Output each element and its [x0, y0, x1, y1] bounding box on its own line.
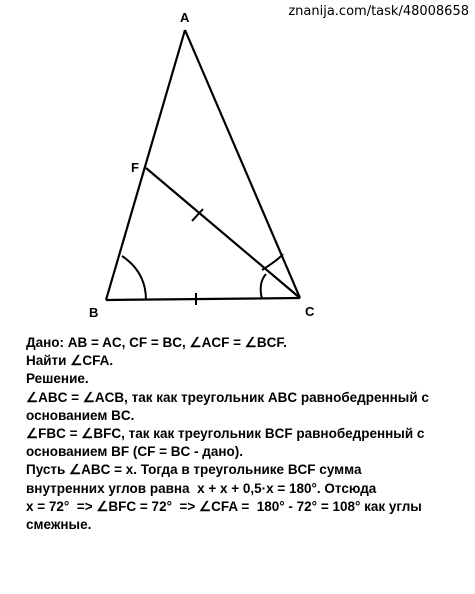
- label-c: C: [305, 304, 315, 319]
- side-bc: [106, 298, 300, 300]
- angle-arc-c-inner: [261, 274, 266, 299]
- solution-line: x = 72° => ∠BFC = 72° => ∠CFA = 180° - 72° = 108° как углы: [26, 498, 422, 514]
- solution-line: внутренних углов равна x + x + 0,5·x = 180°. Отсюда: [26, 480, 377, 496]
- segment-cf: [146, 168, 300, 298]
- solution-line: ∠FBC = ∠BFC, так как треугольник BCF равнобедренный с: [26, 426, 425, 442]
- angle-arc-c-outer: [262, 254, 283, 270]
- solution-text: [26, 334, 471, 534]
- side-ab: [106, 30, 185, 300]
- solution-line: смежные.: [26, 517, 92, 533]
- solution-line: основанием BF (CF = BC - дано).: [26, 444, 243, 460]
- solution-line-heading: Решение.: [26, 371, 89, 387]
- solution-line-find: Найти ∠CFA.: [26, 353, 114, 369]
- label-f: F: [131, 160, 139, 175]
- solution-line: ∠ABC = ∠ACB, так как треугольник ABC равнобедренный с: [26, 389, 429, 405]
- source-watermark: znanija.com/task/48008658: [288, 4, 469, 19]
- label-a: A: [180, 10, 190, 25]
- solution-line-given: Дано: AB = AC, CF = BC, ∠ACF = ∠BCF.: [26, 335, 287, 350]
- label-b: B: [89, 305, 99, 320]
- solution-line: Пусть ∠ABC = x. Тогда в треугольнике BCF сумма: [26, 462, 362, 478]
- side-ac: [185, 30, 300, 298]
- angle-arc-b: [122, 256, 146, 300]
- solution-line: основанием BC.: [26, 407, 135, 423]
